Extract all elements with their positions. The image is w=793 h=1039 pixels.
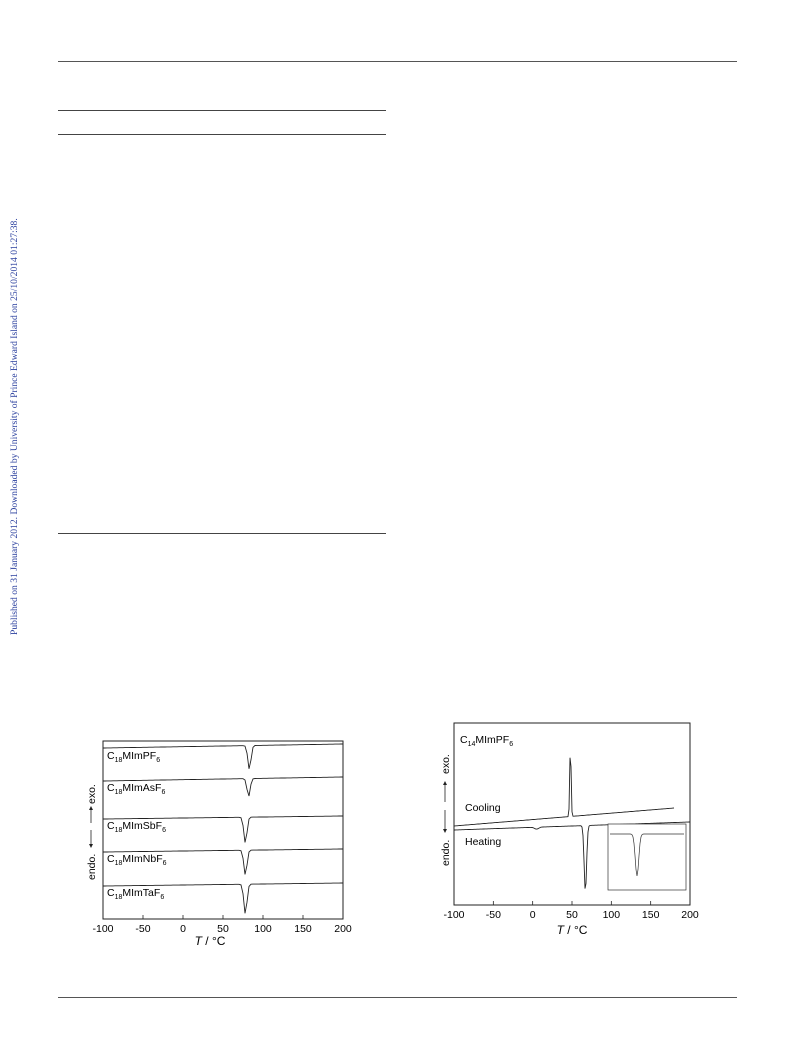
x-tick-label: -100 [92,923,114,935]
y-axis-direction [86,784,98,880]
heating-label: Heating [465,836,502,848]
x-tick-label: 0 [529,909,536,921]
curve-label: $C_{18}MImAsF_6$ [107,782,166,796]
x-axis [92,915,351,935]
download-notice[interactable] [4,170,22,640]
x-tick-label: 200 [681,909,699,921]
y-axis-direction [440,754,452,866]
down-arrowhead-icon [89,844,93,848]
curve-labels [107,750,167,901]
curve-label: $C_{18}MImTaF_6$ [107,887,165,901]
x-tick-label: 100 [602,909,621,921]
table-top-rule [58,110,386,111]
endo-label: endo. [86,853,98,880]
x-tick-label: 200 [334,923,352,935]
curve-label: $C_{18}MImPF_6$ [107,750,161,764]
table-header-rule [58,134,386,135]
x-tick-label: -50 [135,923,151,935]
x-axis-label: T / °C [556,923,588,937]
x-tick-label: 150 [294,923,312,935]
footer-rule [58,997,737,998]
dsc-figure-right [432,718,714,940]
x-tick-label: 0 [180,923,186,935]
x-tick-label: 150 [641,909,660,921]
x-tick-label: -100 [443,909,465,921]
header-rule [58,61,737,62]
x-tick-label: -50 [485,909,501,921]
table-bottom-rule [58,533,386,534]
download-notice-text[interactable]: Published on 31 January 2012. Downloaded by University of Prince Edward Island on 25/10/2014 01:27:38. [9,218,20,635]
curve-label: $C_{18}MImSbF_6$ [107,820,166,834]
up-arrowhead-icon [443,781,447,785]
inset-plot [608,824,686,890]
curve-label: $C_{18}MImNbF_6$ [107,853,167,867]
figure-title: $C_{14}MImPF_6$ [460,734,514,748]
exo-label: exo. [86,784,98,804]
x-axis-label: T / °C [194,934,226,948]
x-tick-label: 50 [566,909,578,921]
exo-label: exo. [440,754,452,774]
x-tick-label: 50 [217,923,229,935]
dsc-figure-left [60,728,360,948]
cooling-label: Cooling [465,802,501,814]
down-arrowhead-icon [443,829,447,833]
x-axis [443,901,698,921]
x-tick-label: 100 [254,923,272,935]
cooling-curve [454,758,674,826]
up-arrowhead-icon [89,806,93,810]
endo-label: endo. [440,839,452,866]
